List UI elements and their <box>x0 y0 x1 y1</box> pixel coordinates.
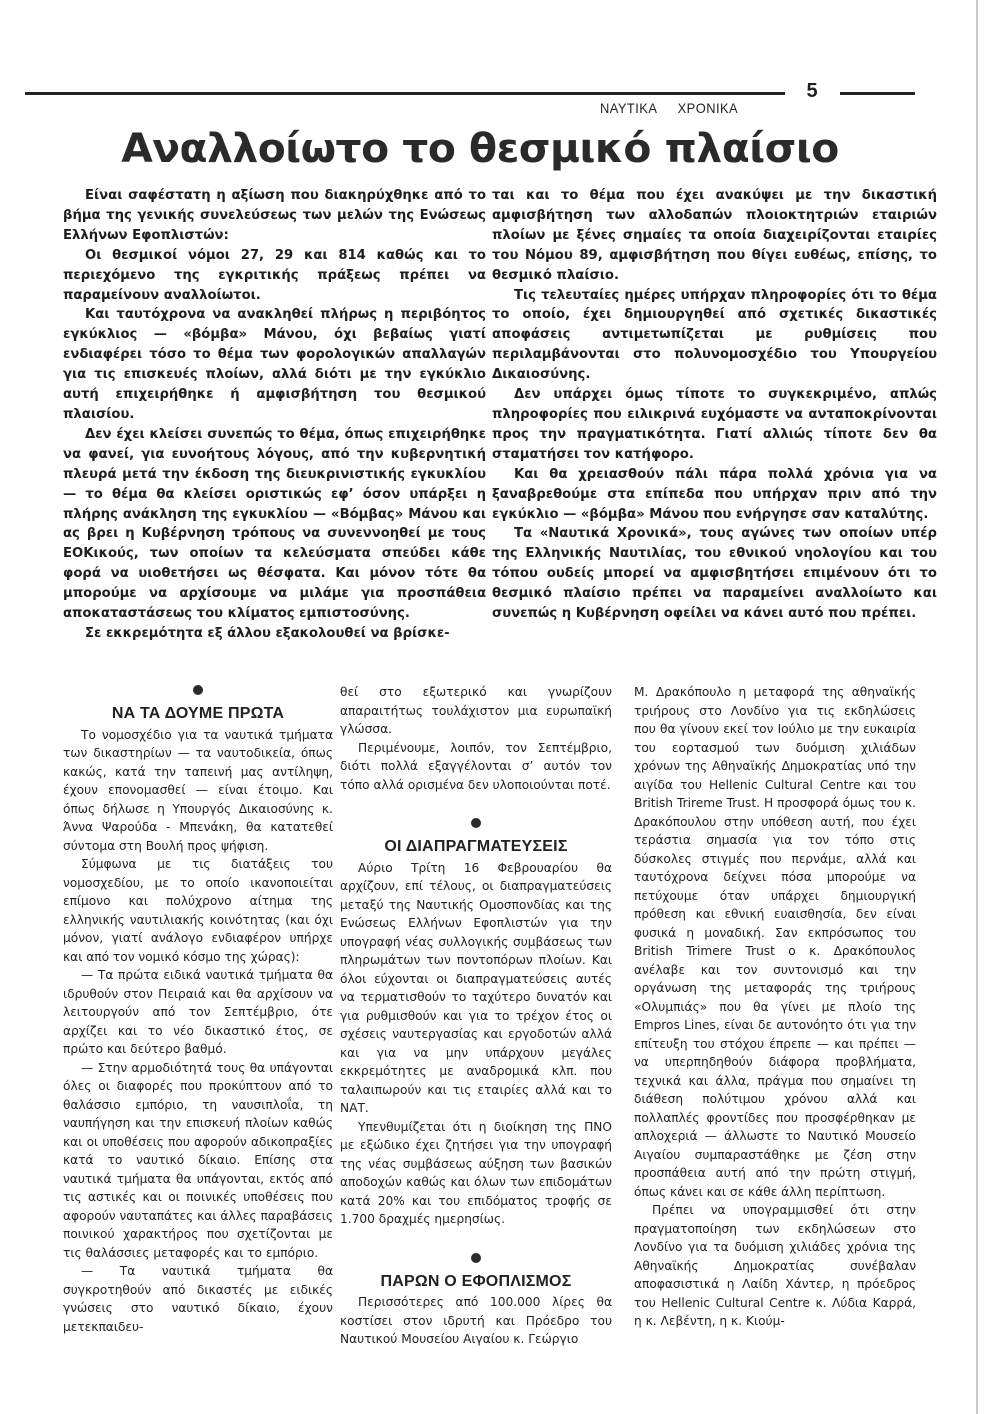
section-heading: ΝΑ ΤΑ ΔΟΥΜΕ ΠΡΩΤΑ <box>111 705 285 722</box>
lead-paragraph: Και θα χρειασθούν πάλι πάρα πολλά χρόνια για να ξαναβρεθούμε στα επίπεδα που υπήρχαν πριν από την εγκύκλιο — «βόμβα» Μάνου που ενήργησε σαν καταλύτης. <box>492 466 937 522</box>
section-paragraph: Αύριο Τρίτη 16 Φεβρουαρίου θα αρχίζουν, επί τέλους, οι διαπραγματεύσεις μεταξύ της Ναυτικής Ομοσπονδίας και της Ενώσεως Ελλήνων Εφοπλιστών για την υπογραφή νέας συλλογικής συμβάσεως των πληρωμάτων των ποντοπόρων πλοίων. Και όλοι εύχονται οι διαπραγματεύσεις αυτές να τερματισθούν το ταχύτερο δυνατόν και για ρυθμισθούν και για το τρέχον έτος οι σχέσεις ναυτεργασίας και εργοδοτών αλλά και για να μην υπάρχουν μεγάλες εκκρεμότητες με αναδρομικά κλπ. που ταλαιπωρούν και τις εταιρίες αλλά και το ΝΑΤ. <box>340 860 612 1115</box>
section-paragraph: Σύμφωνα με τις διατάξεις του νομοσχεδίου, με το οποίο ικανοποιείται επίμονο και πολύχρονο αίτημα της ελληνικής ναυτιλιακής κοινότητας (και όχι μόνον, γιατί ανάλογο ενδιαφέρον υπήρχε και από τον νομικό κόσμο της χώρας): <box>63 857 333 964</box>
section-paragraph: Πρέπει να υπογραμμισθεί ότι στην πραγματοποίηση των εκδηλώσεων στο Λονδίνο για τα δυόμιση χιλιάδες χρόνια της Αθηναϊκής Δημοκρατίας συνέβαλαν αποφασιστικά η Λαίδη Χάντερ, η πρόεδρος του Hellenic Cultural Centre κ. Λύδια Καρρά, η κ. Λεβέντη, η κ. Κιούμ- <box>634 1203 916 1328</box>
section-heading: ΠΑΡΩΝ Ο ΕΦΟΠΛΙΣΜΟΣ <box>380 1272 572 1290</box>
lead-paragraph: Δεν υπάρχει όμως τίποτε το συγκεκριμένο, απλώς πληροφορίες που ειλικρινά ευχόμαστε να ανταποκρίνονται προς την πραγματικότητα. Γιατί αλλιώς τίποτε δεν θα σταματήσει τον κατήφορο. <box>492 387 937 462</box>
lead-paragraph: Και ταυτόχρονα να ανακληθεί πλήρως η περιβόητος εγκύκλιος — «βόμβα» Μάνου, όχι βεβαίως γιατί ενδιαφέρει τόσο το θέμα των φορολογικών απαλλαγών για τις επισκευές πλοίων, αλλά διότι με την εγκύκλιο αυτή επιχειρήθηκε ή αμφισβήτηση του θεσμικού πλαισίου. <box>63 307 486 422</box>
section-paragraph: — Τα ναυτικά τμήματα θα συγκροτηθούν από δικαστές με ειδικές γνώσεις στο ναυτικό δίκαιο, έχουν μετεκπαιδευ- <box>63 1264 333 1334</box>
header-rule-right <box>840 92 915 95</box>
section-paragraph: θεί στο εξωτερικό και γνωρίζουν απαραιτήτως τουλάχιστον μια ευρωπαϊκή γλώσσα. <box>340 685 612 736</box>
lead-paragraph: Τα «Ναυτικά Χρονικά», τους αγώνες των οποίων υπέρ της Ελληνικής Ναυτιλίας, του εθνικού νηολογίου και του τόπου ουδείς μπορεί να αμφισβητήσει επιμένουν ότι το θεσμικό πλαίσιο πρέπει να παραμείνει αναλλοίωτο και συνεπώς η Κυβέρνηση οφείλει να κάνει αυτό που πρέπει. <box>492 526 937 622</box>
section-paragraph: Το νομοσχέδιο για τα ναυτικά τμήματα των δικαστηρίων — τα ναυτοδικεία, όπως κακώς, κατά την ταπεινή μας αντίληψη, έχουν επονομασθεί — είναι έτοιμο. Και όπως δήλωσε η Υπουργός Δικαιοσύνης κ. Άννα Ψαρούδα - Μπενάκη, θα κατατεθεί σύντομα στη Βουλή προς ψήφιση. <box>63 727 333 853</box>
section-paragraph: Υπενθυμίζεται ότι η διοίκηση της ΠΝΟ με εξώδικο έχει ζητήσει για την υπογραφή της νέας συμβάσεως αύξηση των βασικών αποδοχών καθώς και όλων των επιδομάτων κατά 20% και του επιδόματος τροφής σε 1.700 δραχμές ημερησίως. <box>340 1119 612 1226</box>
page-number: 5 <box>806 80 818 102</box>
lead-column-1 <box>63 186 486 644</box>
lead-paragraph: ται και το θέμα που έχει ανακύψει με την δικαστική αμφισβήτηση των αλλοδαπών πλοιοκτητριών εταιριών πλοίων με ξένες σημαίες τα οποία διαχειρίζονται εταιρίες του Νόμου 89, αμφισβήτηση που θίγει ευθέως, επίσης, το θεσμικό πλαίσιο. <box>492 188 937 283</box>
section-paragraph: — Στην αρμοδιότητά τους θα υπάγονται όλες οι διαφορές που προκύπτουν από το θαλάσσιο εμπόριο, τη ναυσιπλοΐα, τη ναυπήγηση και την επισκευή πλοίων καθώς και οι υποθέσεις που αφορούν αδικοπραξίες κατά το ναυτικό δίκαιο. Επίσης στα ναυτικά τμήματα θα υπάγονται, εκτός από τις αστικές και οι ποινικές υποθέσεις που αφορούν ναυταπάτες και άλλες παραβάσεις ποινικού χαρακτήρος που σχετίζονται με τις θαλάσσιες μεταφορές και το εμπόριο. <box>63 1060 333 1260</box>
section-paragraph: — Τα πρώτα ειδικά ναυτικά τμήματα θα ιδρυθούν στον Πειραιά και θα αρχίσουν να λειτουργούν από τον Σεπτέμβριο, ότε αρχίζει και το νέο δικαστικό έτος, σε πρώτο και δεύτερο βαθμό. <box>63 968 333 1056</box>
lead-paragraph: Τις τελευταίες ημέρες υπήρχαν πληροφορίες ότι το θέμα το οποίο, έχει δημιουργηθεί από σχετικές δικαστικές αποφάσεις αντιμετωπίζεται με ρυθμίσεις που περιλαμβάνονται στο πολυνομοσχέδιο του Υπουργείου Δικαιοσύνης. <box>492 287 937 383</box>
lead-paragraph: Είναι σαφέστατη η αξίωση που διακηρύχθηκε από το βήμα της γενικής συνελεύσεως των μελών της Ενώσεως Ελλήνων Εφοπλιστών: <box>63 188 486 243</box>
bottom-column-3 <box>634 683 916 1331</box>
newspaper-name: ΝΑΥΤΙΚΑ ΧΡΟΝΙΚΑ <box>600 100 739 116</box>
lead-paragraph: Σε εκκρεμότητα εξ άλλου εξακολουθεί να βρίσκε- <box>85 625 450 641</box>
bullet-separator <box>193 685 203 695</box>
section-heading: ΟΙ ΔΙΑΠΡΑΓΜΑΤΕΥΣΕΙΣ <box>384 838 568 855</box>
lead-column-2 <box>492 186 937 624</box>
bullet-separator <box>471 1253 481 1263</box>
header-rule-left <box>25 92 785 95</box>
section-paragraph: Περιμένουμε, λοιπόν, τον Σεπτέμβριο, διότι πολλά εξαγγέλονται σ’ αυτόν τον τόπο αλλά ορισμένα δεν υλοποιούνται ποτέ. <box>340 740 612 792</box>
bullet-separator <box>471 818 481 828</box>
section-paragraph: Περισσότερες από 100.000 λίρες θα κοστίσει στον ιδρυτή και Πρόεδρο του Ναυτικού Μουσείου Αιγαίου κ. Γεώργιο <box>340 1295 612 1346</box>
lead-paragraph: Δεν έχει κλείσει συνεπώς το θέμα, όπως επιχειρήθηκε να φανεί, για ευνοήτους λόγους, από την κυβερνητική πλευρά μετά την έκδοση της διευκρινιστικής εγκυκλίου — το θέμα θα κλείσει οριστικώς εφ’ όσον υπάρξει η πλήρης ανάκληση της εγκυκλίου — «Βόμβας» Μάνου και ας βρει η Κυβέρνηση τρόπους να συνεννοηθεί με τους ΕΟΚικούς, των οποίων τα κελεύσματα σπεύδει κάθε φορά να υιοθετήσει ως θέσφατα. Και μόνον τότε θα μπορούμε να αρχίσουμε να μιλάμε για προσπάθεια αποκαταστάσεως του κλίματος εμπιστοσύνης. <box>63 426 486 622</box>
section-paragraph: Μ. Δρακόπουλο η μεταφορά της αθηναϊκής τριήρους στο Λονδίνο για τις εκδηλώσεις που θα γίνουν εκεί τον Ιούλιο με την ευκαιρία του εορτασμού των δυόμιση χιλιάδων χρόνων της Αθηναϊκής Δημοκρατίας υπό την αιγίδα του Hellenic Cultural Centre και του British Trireme Trust. Η προσφορά όμως του κ. Δρακόπουλου στην υπόθεση αυτή, που έχει τεράστια σημασία για τον τόπο στις δύσκολες στιγμές που περνάμε, αλλά και ταυτόχρονα δείχνει πόσα μπορούμε να πετύχουμε όταν υπάρχει δημιουργική πρόθεση και εθνική ευαισθησία, δεν είναι φυσικά η μοναδική. Σαν εκπρόσωπος του British Trimere Trust ο κ. Δρακόπουλος ανέλαβε και τον συντονισμό και την οργάνωση της μεταφοράς της τριήρους «Ολυμπιάς» που θα γίνει με πλοίο της Empros Lines, είναι δε αυτονόητο ότι για την επίτευξη του στόχου έπρεπε — και πρέπει — να υπερπηδηθούν διάφορα προβλήματα, τεχνικά και άλλα, πράγμα που σημαίνει τη διάθεση πολύτιμου χρόνου αλλά και πολλαπλές φροντίδες που προσφέρθηκαν με απλοχεριά — άλλωστε το Ναυτικό Μουσείο Αιγαίου συμπαραστάθηκε με ζέση στην προσπάθεια αυτή από την πρώτη στιγμή, όπως κάνει και σε κάθε άλλη περίπτωση. <box>634 685 916 1199</box>
lead-paragraph: Οι θεσμικοί νόμοι 27, 29 και 814 καθώς και το περιεχόμενο της εγκριτικής πράξεως πρέπει να παραμείνουν αναλλοίωτοι. <box>63 247 486 303</box>
page-edge <box>976 0 978 1414</box>
bottom-column-2 <box>340 683 612 1349</box>
article-headline: Αναλλοίωτο το θεσμικό πλαίσιο <box>121 126 839 172</box>
bottom-column-1 <box>63 683 333 1336</box>
